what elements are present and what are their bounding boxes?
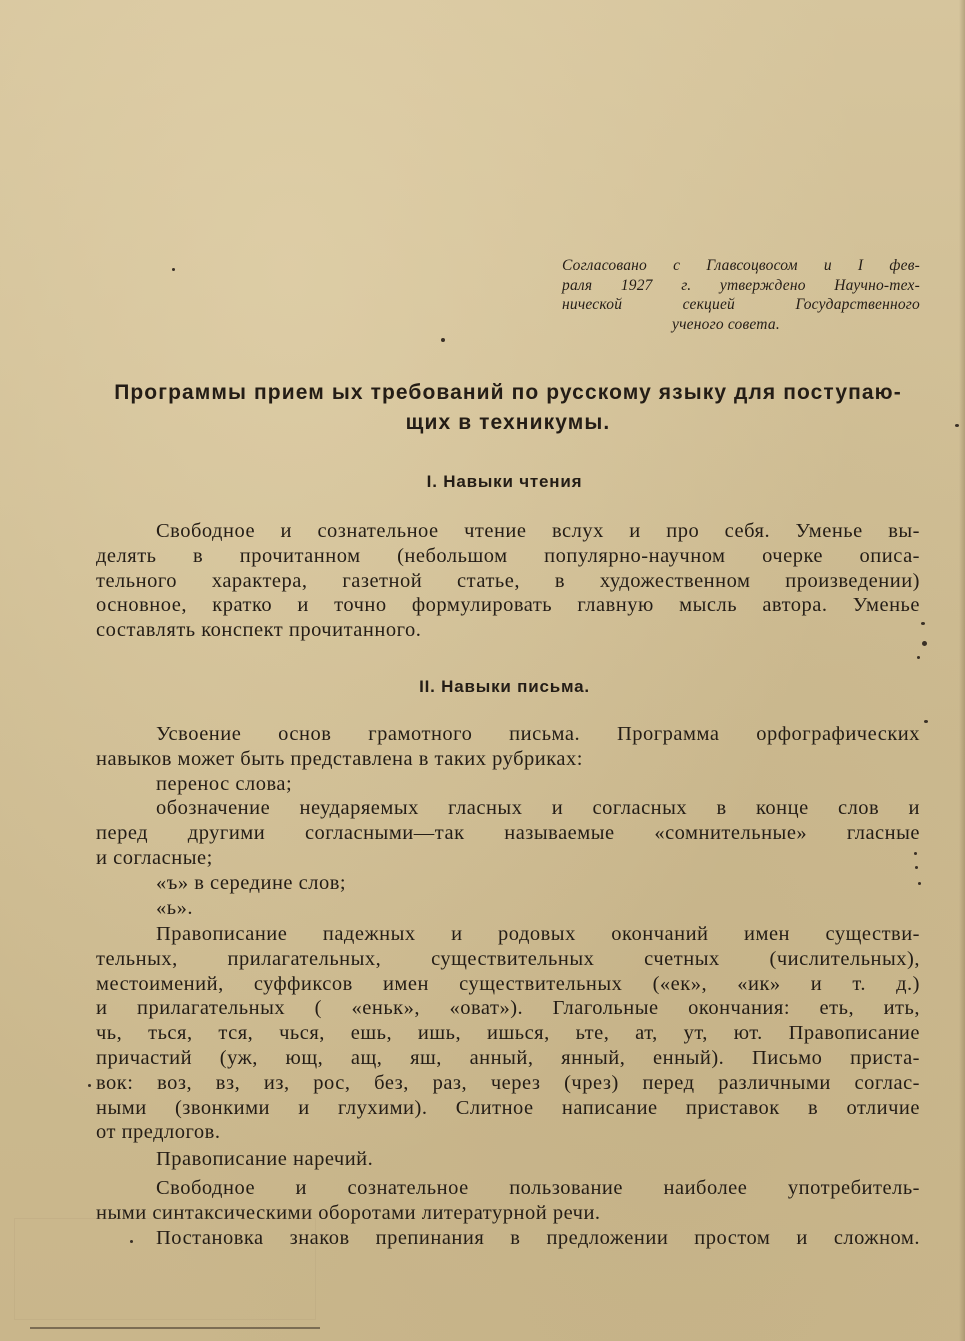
- section-heading-writing: II. Навыки письма.: [419, 677, 590, 696]
- faded-library-stamp: [14, 1218, 316, 1320]
- speck: [88, 1084, 91, 1087]
- text-line: тельного характера, газетной статье, в художественном произведении): [96, 569, 920, 592]
- approval-line: Согласовано с Главсоцвосом и I фев-: [562, 257, 920, 274]
- text-line: Свободное и сознательное пользование наиболее употребитель-: [156, 1177, 920, 1199]
- text-line: причастий (уж, ющ, ащ, яш, анный, янный, енный). Письмо приста-: [96, 1046, 920, 1069]
- approval-line: раля 1927 г. утверждено Научно-тех-: [562, 276, 920, 294]
- title-line: Программы прием ых требований по русскому языку для поступаю-: [114, 381, 902, 404]
- text-line: Правописание наречий.: [156, 1148, 374, 1170]
- speck: [172, 268, 175, 271]
- speck: [955, 424, 959, 427]
- approval-note: [562, 256, 920, 334]
- text-line: перед другими согласными—так называемые «сомнительные» гласные: [96, 822, 920, 845]
- speck: [924, 720, 928, 723]
- text-line: Свободное и сознательное чтение вслух и про себя. Уменье вы-: [156, 520, 920, 542]
- text-line: Усвоение основ грамотного письма. Программа орфографических: [156, 723, 920, 745]
- page-bottom-mark: [30, 1327, 320, 1329]
- speck: [918, 882, 921, 885]
- approval-line: ученого совета.: [672, 315, 780, 333]
- list-item: обозначение неударяемых гласных и согласных в конце слов и: [156, 797, 920, 820]
- writing-paragraph-2: [96, 922, 920, 1145]
- text-line: навыков может быть представлена в таких рубриках:: [96, 747, 583, 770]
- text-line: вок: воз, вз, из, рос, без, раз, через (чрез) перед различными соглас-: [96, 1071, 920, 1094]
- text-line: местоимений, суффиксов имен существительных («ек», «ик» и т. д.): [96, 972, 920, 995]
- reading-paragraph: [96, 519, 920, 643]
- speck: [915, 866, 918, 869]
- approval-line: нической секцией Государственного: [562, 296, 920, 313]
- speck: [917, 656, 920, 659]
- text-line: и прилагательных ( «еньк», «оват»). Глагольные окончания: еть, ить,: [96, 997, 920, 1020]
- text-line: ными синтаксическими оборотами литературной речи.: [96, 1201, 601, 1224]
- text-line: тельных, прилагательных, существительных счетных (числительных),: [96, 947, 920, 970]
- text-line: делять в прочитанном (небольшом популярно-научном очерке описа-: [96, 544, 920, 567]
- list-item: «ь».: [156, 896, 193, 919]
- text-line: от предлогов.: [96, 1121, 221, 1144]
- text-line: чь, ться, тся, чься, ешь, ишь, ишься, ьте, ат, ут, ют. Правописание: [96, 1022, 920, 1045]
- title-line: щих в техникумы.: [405, 411, 611, 434]
- page-edge-shadow: [959, 0, 965, 1341]
- list-item: «ъ» в середине слов;: [156, 871, 347, 894]
- section-heading-reading: I. Навыки чтения: [426, 472, 583, 491]
- speck: [922, 641, 927, 646]
- text-line: Правописание падежных и родовых окончаний имен существи-: [156, 923, 920, 945]
- speck: [914, 852, 917, 855]
- text-line: Постановка знаков препинания в предложении простом и сложном.: [156, 1226, 920, 1249]
- text-line: и согласные;: [96, 846, 213, 869]
- list-item: перенос слова;: [156, 772, 293, 795]
- writing-paragraph-3: [96, 1147, 920, 1172]
- text-line: составлять конспект прочитанного.: [96, 619, 422, 642]
- writing-paragraph-1: [96, 722, 920, 920]
- document-title: [96, 378, 920, 438]
- text-line: основное, кратко и точно формулировать главную мысль автора. Уменье: [96, 594, 920, 617]
- speck: [441, 338, 445, 342]
- speck: [921, 622, 925, 625]
- text-line: ными (звонкими и глухими). Слитное написание приставок в отличие: [96, 1096, 920, 1119]
